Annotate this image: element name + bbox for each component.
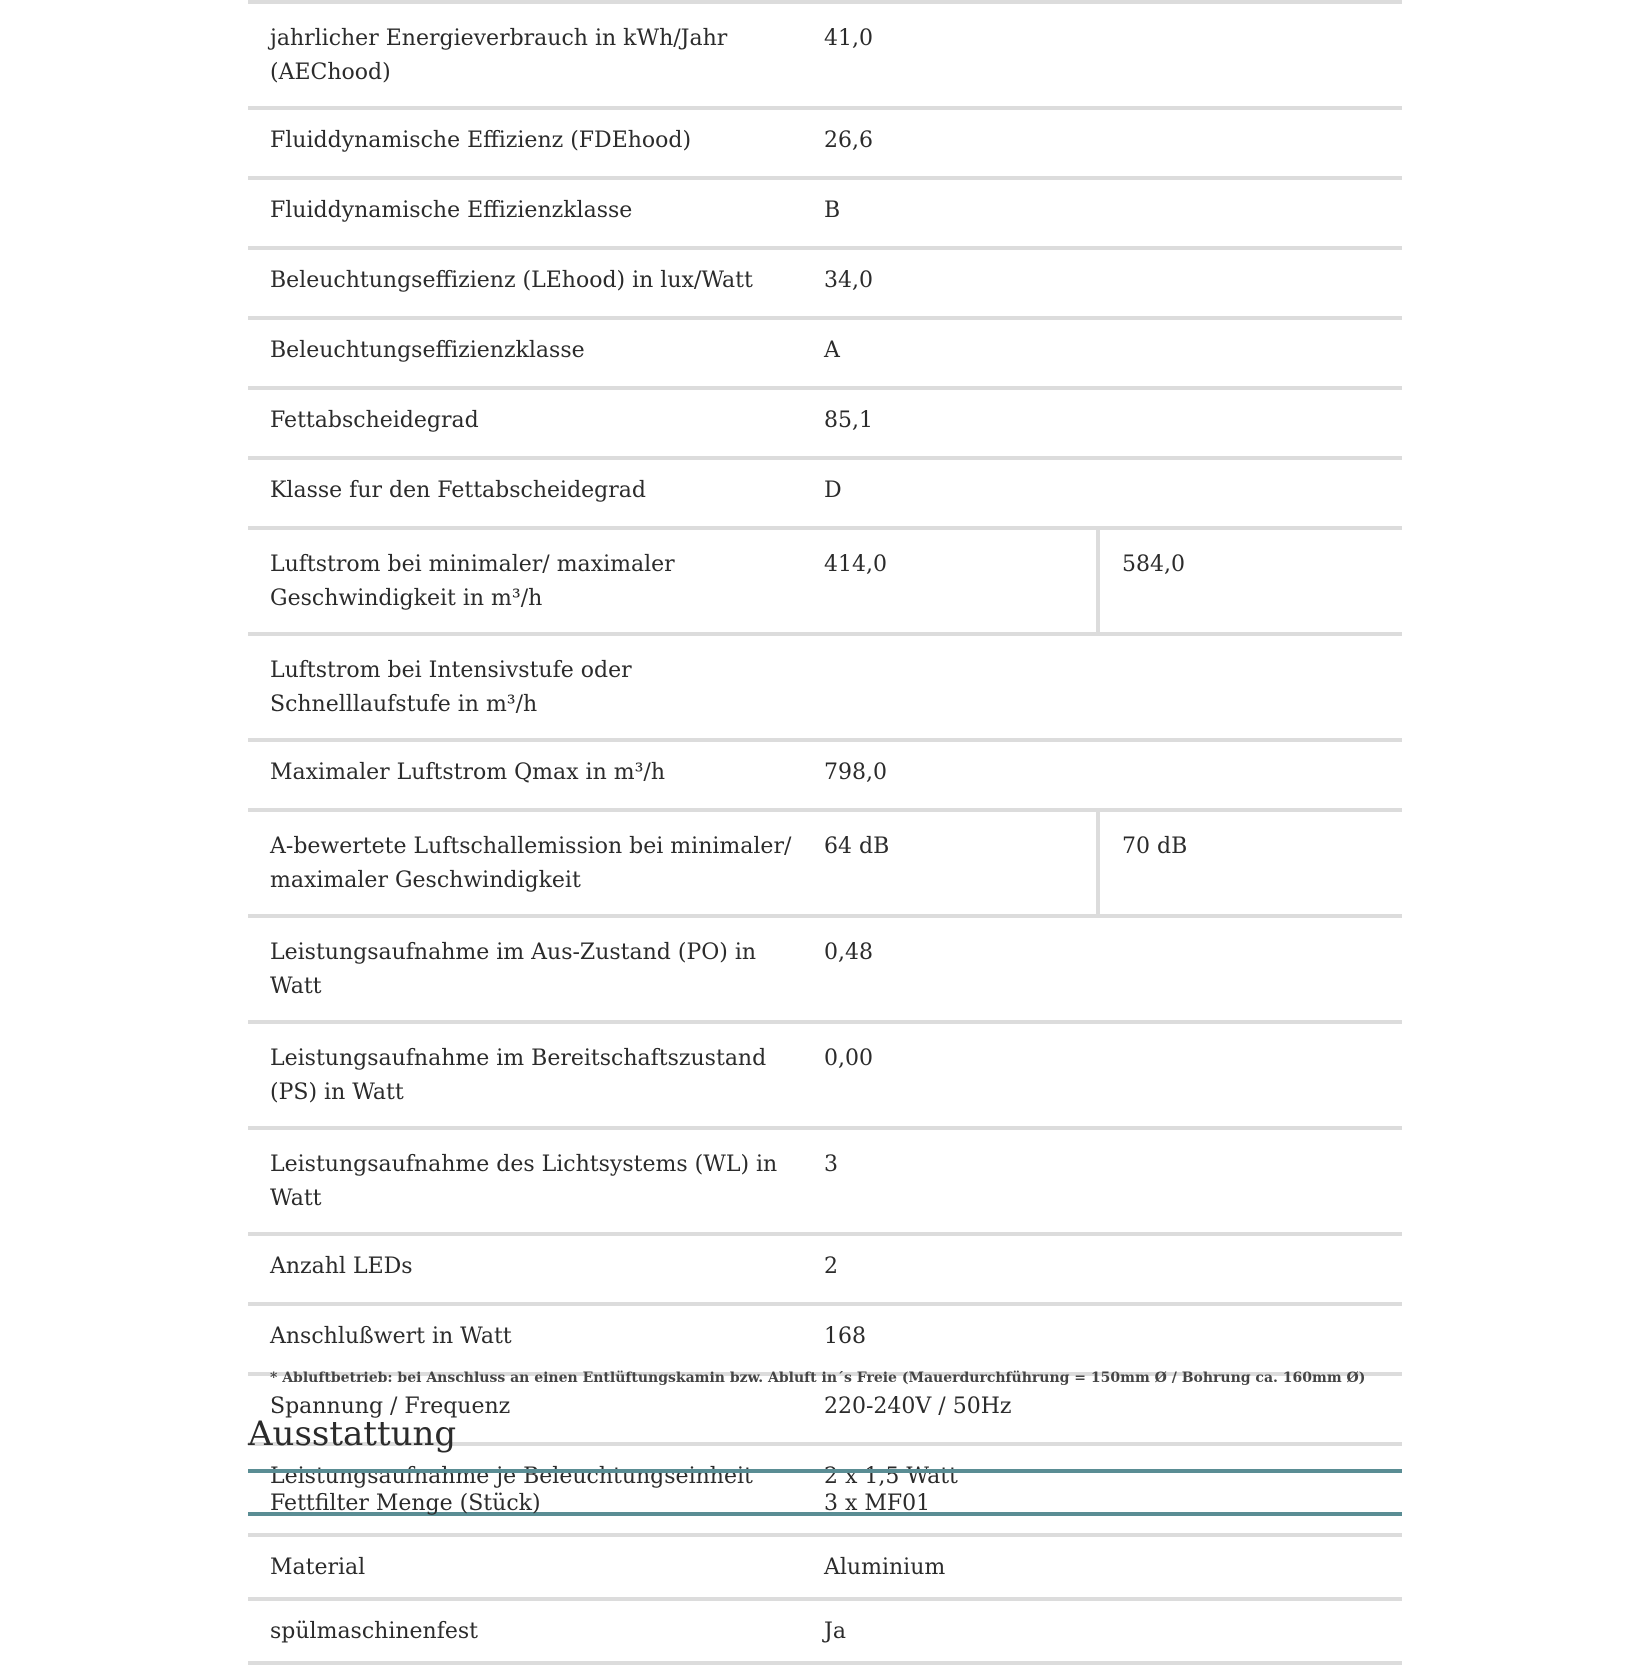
table-row (248, 528, 1402, 634)
spec-label: Beleuchtungseffizienzklasse (248, 318, 802, 388)
equipment-value: 3 x MF01 (802, 1473, 1402, 1535)
section-title: Ausstattung (248, 1414, 457, 1454)
spec-label: Spannung / Frequenz (248, 1374, 802, 1444)
spec-value-min: 64 dB (802, 810, 1098, 916)
spec-value: 3 (802, 1128, 1402, 1234)
spec-label: Luftstrom bei Intensivstufe oder Schnelllaufstufe in m³/h (248, 634, 802, 740)
spec-value: 168 (802, 1304, 1402, 1374)
spec-label: Leistungsaufnahme je Beleuchtungseinheit (248, 1444, 802, 1514)
spec-label: Maximaler Luftstrom Qmax in m³/h (248, 740, 802, 810)
table-row (248, 108, 1402, 178)
table-row (248, 1599, 1402, 1663)
specs-sheet (248, 0, 1402, 1516)
spec-label: Leistungsaufnahme im Bereitschaftszustand (PS) in Watt (248, 1022, 802, 1128)
spec-value: B (802, 178, 1402, 248)
spec-label: Leistungsaufnahme im Aus-Zustand (PO) in Watt (248, 916, 802, 1022)
table-row (248, 388, 1402, 458)
table-row (248, 634, 1402, 740)
spec-label: Fluiddynamische Effizienz (FDEhood) (248, 108, 802, 178)
spec-label: jahrlicher Energieverbrauch in kWh/Jahr (AEChood) (248, 4, 802, 108)
spec-value: 26,6 (802, 108, 1402, 178)
spec-label: Beleuchtungseffizienz (LEhood) in lux/Watt (248, 248, 802, 318)
table-row (248, 810, 1402, 916)
spec-value: 0,48 (802, 916, 1402, 1022)
spec-label: A-bewertete Luftschallemission bei minimaler/ maximaler Geschwindigkeit (248, 810, 802, 916)
table-row (248, 740, 1402, 810)
spec-value-max: 70 dB (1098, 810, 1402, 916)
spec-value-min: 414,0 (802, 528, 1098, 634)
spec-label: Leistungsaufnahme des Lichtsystems (WL) in Watt (248, 1128, 802, 1234)
equipment-value: Aluminium (802, 1535, 1402, 1599)
equipment-label: Material (248, 1535, 802, 1599)
table-row (248, 1473, 1402, 1535)
spec-value: 0,00 (802, 1022, 1402, 1128)
table-row (248, 178, 1402, 248)
spec-value-max: 584,0 (1098, 528, 1402, 634)
spec-value (802, 634, 1402, 740)
equipment-label: Fettfilter Menge (Stück) (248, 1473, 802, 1535)
spec-value: A (802, 318, 1402, 388)
table-row (248, 318, 1402, 388)
spec-label: Luftstrom bei minimaler/ maximaler Geschwindigkeit in m³/h (248, 528, 802, 634)
table-row (248, 916, 1402, 1022)
table-row (248, 1234, 1402, 1304)
equipment-value: Ja (802, 1599, 1402, 1663)
table-row (248, 1022, 1402, 1128)
spec-value: 2 x 1,5 Watt (802, 1444, 1402, 1514)
spec-value: 2 (802, 1234, 1402, 1304)
spec-value: D (802, 458, 1402, 528)
spec-label: Fluiddynamische Effizienzklasse (248, 178, 802, 248)
table-row (248, 1304, 1402, 1374)
table-row (248, 1128, 1402, 1234)
table-row (248, 458, 1402, 528)
spec-value: 41,0 (802, 4, 1402, 108)
spec-label: Klasse fur den Fettabscheidegrad (248, 458, 802, 528)
equipment-section (248, 1469, 1402, 1665)
spec-value: 34,0 (802, 248, 1402, 318)
equipment-label: spülmaschinenfest (248, 1599, 802, 1663)
spec-value: 85,1 (802, 388, 1402, 458)
spec-label: Anschlußwert in Watt (248, 1304, 802, 1374)
table-row (248, 4, 1402, 108)
spec-label: Fettabscheidegrad (248, 388, 802, 458)
table-row (248, 248, 1402, 318)
spec-value: 220-240V / 50Hz (802, 1374, 1402, 1444)
equipment-table (248, 1473, 1402, 1665)
spec-label: Anzahl LEDs (248, 1234, 802, 1304)
specs-table (248, 4, 1402, 1516)
footnote: * Abluftbetrieb: bei Anschluss an einen Entlüftungskamin bzw. Abluft in´s Freie (Mauerdurchführung = 150mm Ø / Bohrung ca. 160mm Ø) (270, 1370, 1366, 1386)
spec-value: 798,0 (802, 740, 1402, 810)
table-row (248, 1535, 1402, 1599)
